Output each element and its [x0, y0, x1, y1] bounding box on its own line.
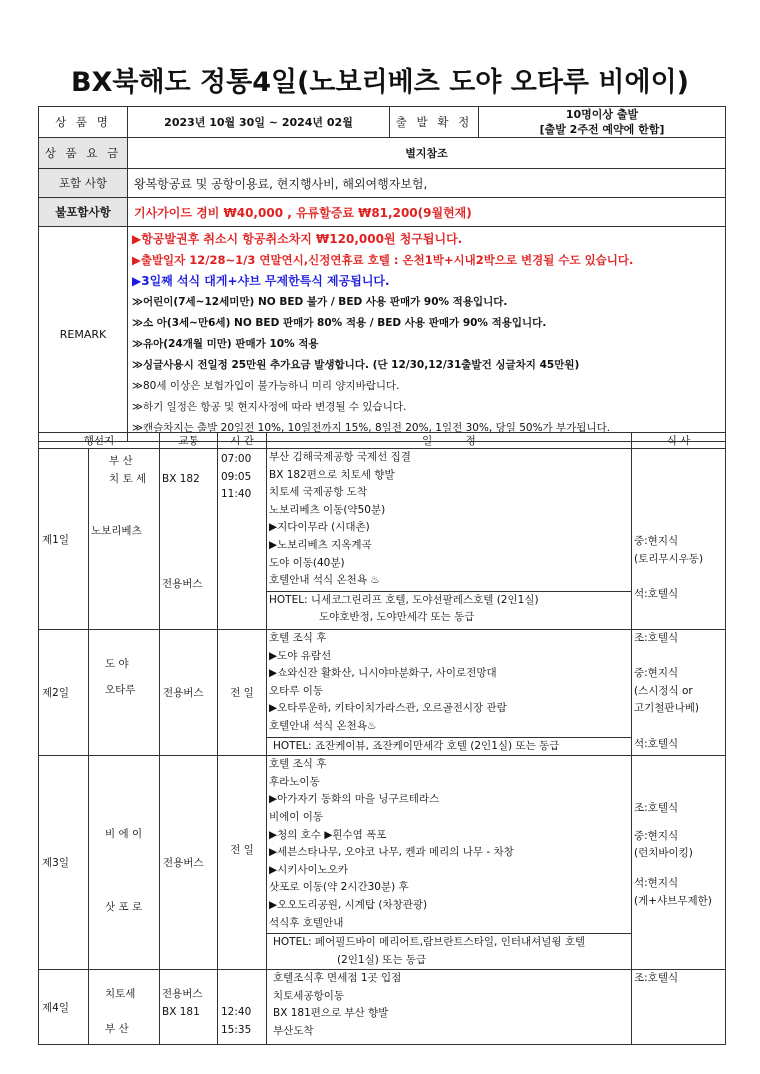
day-times	[218, 449, 267, 630]
itinerary-item: ▶시키사이노오카	[269, 863, 349, 876]
day-label: 제4일	[39, 970, 89, 1045]
meal: (런치바이킹)	[634, 847, 693, 860]
day-places	[89, 449, 160, 630]
time: 12:40	[221, 1006, 252, 1019]
meal: 고기철판나베)	[634, 702, 699, 715]
day-itinerary	[267, 756, 632, 970]
place: 노보리베츠	[91, 525, 142, 538]
meal: 조:호텔식	[634, 632, 679, 644]
flight: BX 182	[162, 473, 200, 485]
meal: (토리무시우동)	[634, 552, 704, 565]
itinerary-item: 후라노이동	[269, 775, 320, 788]
meal: 중:현지식	[634, 667, 679, 680]
place: 도 야	[105, 658, 129, 670]
day-places	[89, 756, 160, 970]
day-meals	[632, 970, 726, 1045]
place: 부 산	[109, 455, 133, 467]
day-label: 제1일	[39, 449, 89, 630]
hotel-line: 도야호반정, 도야만세각 또는 동급	[319, 611, 475, 624]
confirm-value	[479, 107, 726, 138]
itinerary-item: 호텔조식후 면세점 1곳 입점	[273, 972, 402, 985]
day-times	[218, 970, 267, 1045]
place: 삿 포 로	[105, 900, 143, 913]
itinerary-item: 오타루 이동	[269, 684, 324, 697]
itinerary-item: 부산 김해국제공항 국제선 집결	[269, 451, 411, 463]
day-itinerary	[267, 630, 632, 756]
place: 치 토 세	[109, 472, 147, 485]
itinerary-item: 삿포로 이동(약 2시간30분) 후	[269, 881, 409, 894]
itinerary-item: 비에이 이동	[269, 810, 324, 823]
bus: 전용버스	[162, 988, 203, 1001]
day-transport	[160, 449, 218, 630]
itinerary-item: BX 181편으로 부산 향발	[273, 1007, 389, 1020]
remark-item: ≫80세 이상은 보험가입이 불가능하니 미리 양지바랍니다.	[132, 380, 400, 392]
header-time: 시 간	[218, 433, 267, 449]
place: 오타루	[105, 683, 136, 696]
hotel-info	[267, 737, 631, 756]
place: 비 에 이	[105, 828, 143, 841]
meal: 석:현지식	[634, 876, 679, 889]
itinerary-item: 치토세 국제공항 도착	[269, 486, 367, 499]
itinerary-item: 호텔 조식 후	[269, 758, 327, 771]
meal: 중:현지식	[634, 535, 679, 548]
day-itinerary	[267, 449, 632, 630]
itinerary-item: ▶오오도리공원, 시계탑 (차창관광)	[269, 898, 428, 911]
hotel-line: HOTEL: 페어필드바이 메리어트,람브란트스타일, 인터내셔널윙 호텔	[273, 936, 586, 949]
itinerary-item: 호텔안내 석식 온천욕♨	[269, 719, 377, 732]
confirm-label: 출 발 확 정	[390, 107, 479, 138]
hotel-info	[267, 591, 631, 627]
time: 11:40	[221, 488, 252, 501]
remark-item: ≫캔슬차지는 출발 20일전 10%, 10일전까지 15%, 8일전 20%, 1일전 30%, 당일 50%가 부가됩니다.	[132, 422, 611, 434]
product-info-table	[38, 106, 726, 442]
remark-list	[128, 227, 726, 442]
meal: (게+샤브무제한)	[634, 894, 712, 907]
day-time-word: 전 일	[218, 756, 267, 970]
remark-item: ≫하기 일정은 항공 및 현지사정에 따라 변경될 수 있습니다.	[132, 401, 407, 413]
meal: 석:호텔식	[634, 588, 679, 601]
day-places	[89, 630, 160, 756]
confirm-line-1: 10명이상 출발	[565, 108, 639, 121]
day-meals	[632, 630, 726, 756]
day-meals	[632, 449, 726, 630]
meal: 조:호텔식	[634, 972, 679, 985]
remark-item: ▶3일째 석식 대게+샤브 무제한특식 제공됩니다.	[132, 274, 390, 288]
day-meals	[632, 756, 726, 970]
remark-item: ▶항공발권후 취소시 항공취소차지 ₩120,000원 청구됩니다.	[132, 232, 463, 246]
meal: 조:호텔식	[634, 802, 679, 815]
meal: (스시정식 or	[634, 684, 693, 697]
itinerary-item: ▶노보리베츠 지옥계곡	[269, 538, 372, 551]
itinerary-item: 호텔 조식 후	[269, 632, 327, 644]
price-label: 상 품 요 금	[39, 138, 128, 169]
header-destination: 행선지	[39, 433, 160, 449]
page-title: BX북해도 정통4일(노보리베츠 도야 오타루 비에이)	[70, 67, 690, 98]
day-row	[39, 630, 726, 756]
header-transport: 교통	[160, 433, 218, 449]
day-row	[39, 970, 726, 1045]
flight: BX 181	[162, 1005, 200, 1018]
hotel-line: HOTEL: 니세코그린리프 호텔, 도야선팔레스호텔 (2인1실)	[269, 593, 539, 606]
itinerary-table	[38, 432, 726, 1045]
day-time-word: 전 일	[218, 630, 267, 756]
itinerary-item: 호텔안내 석식 온천욕 ♨	[269, 574, 380, 587]
product-period: 2023년 10월 30일 ~ 2024년 02월	[128, 107, 390, 138]
exclude-label: 불포함사항	[39, 198, 128, 227]
product-label: 상 품 명	[39, 107, 128, 138]
remark-item: ≫싱글사용시 전일정 25만원 추가요금 발생합니다. (단 12/30,12/31출발건 싱글차지 45만원)	[132, 359, 580, 371]
itinerary-item: 석식후 호텔안내	[269, 916, 344, 929]
itinerary-item: 부산도착	[273, 1025, 314, 1038]
day-transport: 전용버스	[160, 630, 218, 756]
itinerary-item: 노보리베츠 이동(약50분)	[269, 503, 386, 516]
day-places	[89, 970, 160, 1045]
include-value: 왕복항공료 및 공항이용료, 현지행사비, 해외여행자보험,	[128, 169, 726, 198]
place: 부 산	[105, 1023, 129, 1036]
remark-item: ≫어린이(7세~12세미만) NO BED 불가 / BED 사용 판매가 90% 적용입니다.	[132, 296, 508, 308]
remark-item: ≫소 아(3세~만6세) NO BED 판매가 80% 적용 / BED 사용 판매가 90% 적용입니다.	[132, 317, 547, 329]
day-itinerary	[267, 970, 632, 1045]
remark-item: ≫유아(24개월 미만) 판매가 10% 적용	[132, 338, 319, 350]
itinerary-item: 도야 이동(40분)	[269, 556, 345, 569]
day-label: 제2일	[39, 630, 89, 756]
hotel-line: (2인1실) 또는 동급	[337, 953, 427, 966]
itinerary-item: ▶도야 유람선	[269, 649, 332, 662]
itinerary-item: BX 182편으로 치토세 향발	[269, 468, 395, 481]
itinerary-item: ▶청의 호수 ▶흰수염 폭포	[269, 828, 387, 841]
itinerary-item: 치토세공항이동	[273, 989, 345, 1002]
remark-item: ▶출발일자 12/28~1/3 연말연시,신정연휴료 호텔 : 온천1박+시내2박으로 변경될 수도 있습니다.	[132, 253, 634, 267]
itinerary-item: ▶아가자기 동화의 마을 닝구르테라스	[269, 793, 440, 806]
place: 치토세	[105, 988, 136, 1001]
meal: 석:호텔식	[634, 737, 679, 750]
hotel-info	[267, 933, 631, 969]
itinerary-item: ▶쇼와신잔 활화산, 니시야마분화구, 사이로전망대	[269, 667, 497, 680]
remark-label: REMARK	[39, 227, 128, 442]
time: 07:00	[221, 453, 252, 465]
day-transport	[160, 970, 218, 1045]
meal: 중:현지식	[634, 829, 679, 842]
exclude-value: 기사가이드 경비 ₩40,000 , 유류할증료 ₩81,200(9월현재)	[128, 198, 726, 227]
itinerary-item: ▶지다이무라 (시대촌)	[269, 521, 370, 534]
time: 15:35	[221, 1023, 252, 1036]
confirm-line-2: [출발 2주전 예약에 한함]	[539, 123, 665, 136]
hotel-line: HOTEL: 죠잔케이뷰, 죠잔케이만세각 호텔 (2인1실) 또는 동급	[273, 739, 560, 752]
header-itinerary: 일 정	[267, 433, 632, 449]
header-meal: 식 사	[632, 433, 726, 449]
day-label: 제3일	[39, 756, 89, 970]
price-value: 별지참조	[128, 138, 726, 169]
itinerary-item: ▶오타루운하, 키타이치가라스관, 오르골전시장 관람	[269, 702, 507, 715]
bus: 전용버스	[162, 577, 203, 590]
itinerary-item: ▶세븐스타나무, 오야코 나무, 켄과 메리의 나무 - 차창	[269, 846, 514, 859]
day-row	[39, 756, 726, 970]
time: 09:05	[221, 470, 252, 483]
day-row	[39, 449, 726, 630]
include-label: 포함 사항	[39, 169, 128, 198]
day-transport: 전용버스	[160, 756, 218, 970]
